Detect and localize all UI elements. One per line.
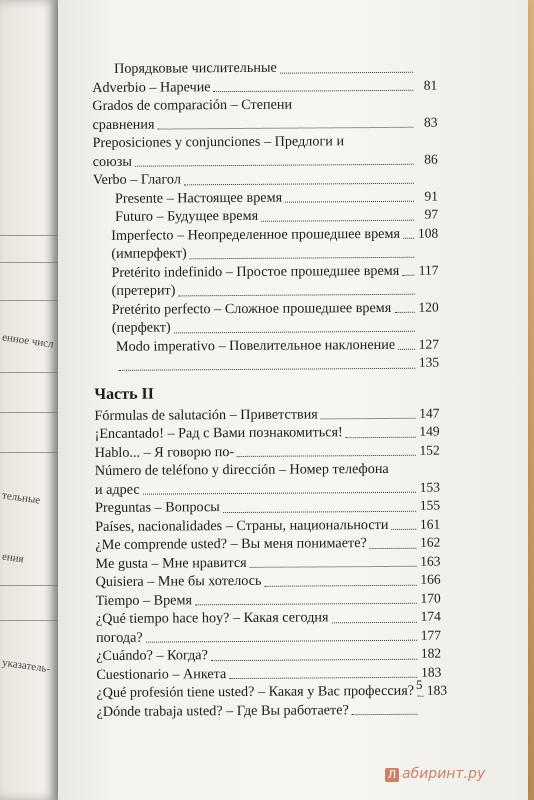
toc-leader-dots [174, 330, 415, 333]
toc-entry-title: Adverbio – Наречие [92, 78, 211, 96]
toc-leader-dots [417, 695, 423, 696]
toc-entry [93, 169, 438, 190]
left-page-fragment: указатель- [1, 656, 51, 676]
toc-entry-title: Imperfecto – Неопределенное прошедшее время [111, 225, 401, 244]
watermark [385, 766, 485, 782]
toc-leader-dots [195, 603, 417, 606]
toc-leader-dots [352, 714, 418, 715]
toc-leader-dots [119, 367, 415, 370]
part-title: Часть II [94, 385, 155, 403]
toc-entry-page: 147 [419, 405, 440, 421]
toc-entry-title: Futuro – Будущее время [115, 207, 259, 225]
toc-leader-dots [398, 349, 415, 350]
toc-entry-title: Fórmulas de salutación – Приветствия [94, 405, 318, 424]
toc-entry-page: 81 [423, 77, 438, 93]
toc-entry [95, 552, 440, 573]
left-page-edge [0, 0, 60, 800]
toc-leader-dots [184, 182, 414, 185]
toc-entry-title: ¿Qué profesión tiene usted? – Какая у Вас профессия? [96, 682, 415, 701]
toc-leader-dots [190, 256, 415, 259]
left-page-fragment: ения [1, 550, 25, 566]
toc-entry-title: погода? [95, 629, 143, 646]
toc-leader-dots [265, 584, 417, 586]
toc-entry-title: Pretérito indefinido – Простое прошедшее время [111, 262, 400, 281]
toc-entry-title: Cuestionario – Анкета [96, 665, 227, 683]
toc-entry [95, 478, 440, 499]
toc-entry-title: Порядковые числительные [114, 59, 277, 77]
toc-entry-page: 162 [420, 534, 441, 550]
toc-entry [94, 280, 439, 301]
toc-entry [95, 534, 440, 555]
toc-entry-page: 163 [420, 553, 441, 569]
toc-entry-page: 182 [420, 645, 442, 661]
toc-section-top [92, 58, 439, 375]
left-page-rule [0, 235, 60, 237]
toc-entry [93, 206, 438, 227]
toc-entry-page: 161 [419, 516, 441, 532]
toc-entry-title: Verbo – Глагол [92, 171, 181, 188]
left-page-fragment: енное числ [1, 331, 55, 351]
toc-leader-dots [214, 90, 414, 92]
toc-entry [93, 261, 438, 282]
toc-entry [96, 663, 441, 684]
toc-entry-page: 127 [418, 336, 440, 352]
toc-entry-page: 83 [423, 114, 438, 130]
toc-entry [94, 335, 439, 356]
toc-entry [94, 404, 439, 425]
toc-entry [94, 354, 439, 375]
toc-entry [93, 187, 438, 208]
toc-section-part2 [94, 404, 448, 721]
toc-entry [93, 132, 438, 153]
page-number: 5 [416, 677, 423, 692]
toc-leader-dots [178, 293, 414, 296]
toc-leader-dots [280, 71, 413, 73]
toc-entry-title: Tiempo – Время [95, 591, 193, 609]
toc-leader-dots [229, 677, 417, 679]
toc-entry [93, 224, 438, 245]
watermark-logo: Л [385, 768, 399, 782]
toc-entry [95, 423, 440, 444]
toc-entry [96, 700, 441, 721]
toc-entry-title: Quisiera – Мне бы хотелось [95, 572, 262, 590]
toc-entry-title: ¿Qué tiempo hace hoy? – Какая сегодня [95, 609, 329, 627]
toc-entry-title: Pretérito perfecto – Сложное прошедшее время [111, 299, 392, 318]
toc-entry-page: 174 [420, 608, 441, 624]
toc-leader-dots [157, 127, 413, 130]
toc-entry-title: сравнения [92, 116, 155, 133]
left-page-rule [0, 300, 60, 302]
toc-entry [95, 515, 440, 536]
toc-leader-dots [261, 219, 414, 221]
toc-entry-title: Presente – Настоящее время [114, 189, 283, 207]
toc-entry-title: и адрес [94, 481, 140, 498]
toc-entry-title: ¿Me comprende usted? – Вы меня понимаете? [95, 535, 367, 553]
toc-leader-dots [391, 529, 416, 530]
toc-entry-page: 153 [419, 479, 441, 495]
toc-leader-dots [146, 640, 417, 643]
toc-leader-dots [402, 275, 414, 276]
toc-leader-dots [403, 238, 414, 239]
left-page-rule [0, 585, 60, 587]
toc-entry-page: 183 [426, 682, 448, 698]
toc-entry-page: 117 [418, 262, 439, 278]
left-page-rule [0, 372, 60, 374]
toc-entry-page: 86 [424, 151, 438, 167]
watermark-text: абиринт.ру [402, 766, 486, 782]
toc-entry-page: 149 [419, 423, 440, 439]
toc-entry [92, 76, 437, 97]
left-page-fragment: тельные [1, 489, 42, 507]
toc-leader-dots [223, 510, 416, 512]
toc-entry [96, 571, 441, 592]
toc-entry-page: 108 [417, 225, 439, 241]
toc-leader-dots [346, 436, 416, 437]
toc-entry [92, 58, 437, 79]
toc-entry [95, 497, 440, 518]
toc-leader-dots [143, 492, 416, 495]
toc-entry-title: ¿Cuándo? – Когда? [96, 647, 208, 664]
toc-entry [94, 298, 439, 319]
toc-entry [93, 243, 438, 264]
toc-entry-title: (имперфект) [111, 245, 187, 262]
toc-leader-dots [394, 312, 414, 313]
toc-entry-page: 170 [420, 590, 441, 606]
toc-entry-title: Preguntas – Вопросы [95, 499, 220, 516]
toc-entry-title: (перфект) [111, 319, 171, 336]
toc-entry-page: 177 [420, 627, 442, 643]
toc-leader-dots [370, 547, 417, 548]
toc-entry [96, 645, 441, 666]
toc-leader-dots [237, 455, 416, 457]
toc-entry-page: 120 [418, 299, 439, 315]
toc-entry-title: Número de teléfono y dirección – Номер телефона [94, 460, 389, 479]
toc-entry-title: Modo imperativo – Повелительное наклонение [115, 336, 396, 355]
toc-entry-page: 183 [420, 664, 442, 680]
toc-entry-title: Grados de comparación – Степени [92, 96, 293, 114]
table-of-contents [92, 58, 448, 721]
toc-entry [96, 682, 448, 703]
toc-entry-title: ¡Encantado! – Рад с Вами познакомиться! [94, 424, 343, 442]
toc-entry-page: 166 [420, 571, 441, 587]
toc-entry-page: 155 [419, 497, 441, 513]
book-page [58, 0, 528, 800]
toc-entry [93, 150, 438, 171]
toc-entry [95, 460, 440, 481]
toc-leader-dots [285, 201, 414, 203]
left-page-rule [0, 620, 60, 622]
toc-leader-dots [135, 164, 414, 167]
toc-entry-page: 152 [419, 442, 440, 458]
toc-entry [92, 95, 437, 116]
toc-leader-dots [332, 621, 417, 623]
left-page-rule [0, 452, 60, 454]
toc-entry-title: (претерит) [111, 282, 176, 299]
toc-leader-dots [250, 566, 417, 568]
toc-entry-page: 91 [424, 188, 439, 204]
toc-entry-title: Países, nacionalidades – Страны, национальности [95, 516, 389, 535]
left-page-rule [0, 262, 60, 264]
left-page-rule [0, 412, 60, 414]
toc-entry [96, 589, 441, 610]
toc-entry-page: 135 [418, 354, 440, 370]
toc-leader-dots [211, 658, 417, 660]
toc-leader-dots [321, 418, 416, 420]
toc-entry [94, 317, 439, 338]
toc-entry-title: Preposiciones y conjunciones – Предлоги и [92, 133, 345, 151]
toc-entry-title: Hablo... – Я говорю по- [94, 443, 235, 461]
toc-entry [95, 441, 440, 462]
toc-entry-title: Me gusta – Мне нравится [95, 554, 247, 572]
toc-entry [96, 608, 441, 629]
toc-entry [92, 113, 437, 134]
toc-entry-title: союзы [92, 153, 132, 170]
toc-entry-page: 97 [424, 206, 439, 222]
toc-entry-title: ¿Dónde trabaja usted? – Где Вы работаете? [96, 701, 349, 720]
toc-entry [96, 626, 441, 647]
